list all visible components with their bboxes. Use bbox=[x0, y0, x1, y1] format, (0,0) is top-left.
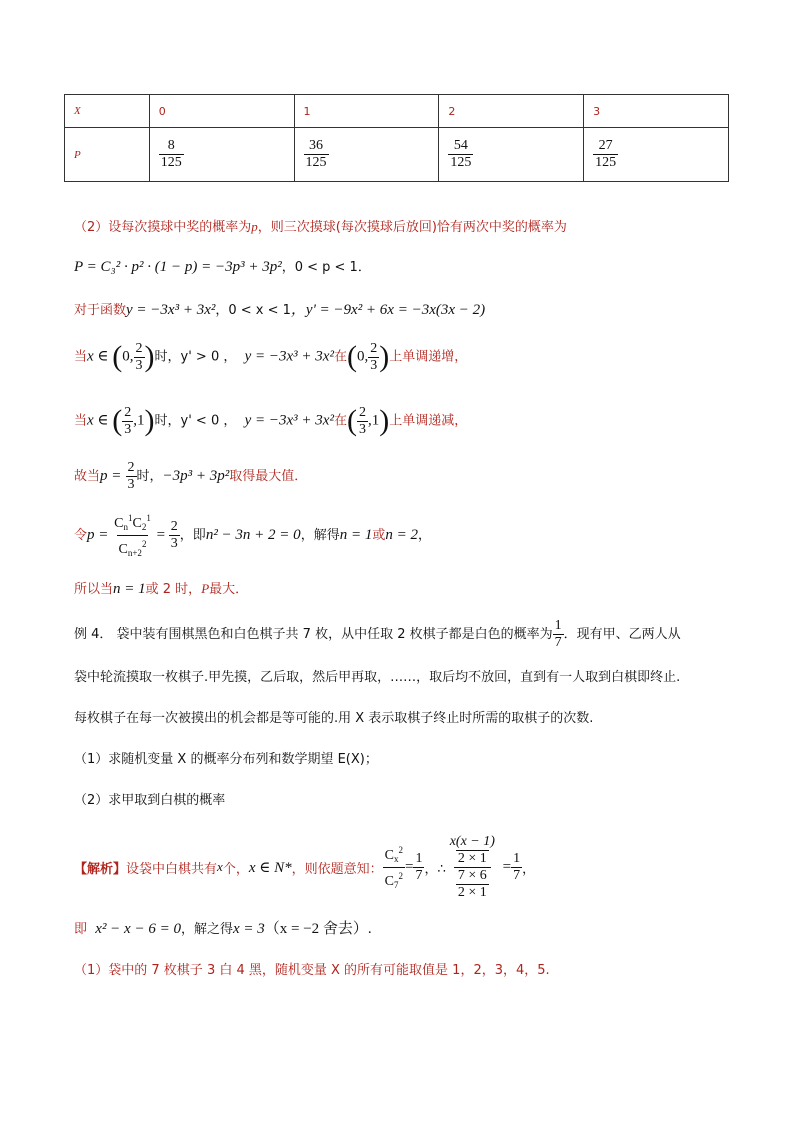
decreasing-line: 当x ∈ ( $\frac{2}{3}$ ,1)时，y' < 0 ， y = −3x³ + 3x²在( $\frac{2}{3}$ ,1)上单调递减， bbox=[74, 404, 468, 437]
part2-formula: P = C₃² · p² · (1 − p) = −3p³ + 3p²，0 < p < 1． bbox=[74, 259, 371, 275]
table-cell: 0 bbox=[149, 95, 294, 128]
fraction: $\frac{54}{125}$ bbox=[450, 138, 472, 170]
fraction: $\frac{8}{125}$ bbox=[160, 138, 182, 170]
distribution-table bbox=[64, 94, 729, 182]
solution-line1: 【解析】 设袋中白棋共有 x 个， x ∈ N* ，则依题意知： $\frac{C_x^2}{C_7^2}$ = $\frac{1}{7}$ ，∴ $\frac{\frac{x(x - 1)}{2 \times 1}}{\frac{7 \times 6}{2 \times 1}}$ = $\frac{1}{7}$ ， bbox=[74, 833, 536, 900]
solution-tag: 【解析】 bbox=[74, 861, 127, 877]
table-cell: X bbox=[65, 95, 150, 128]
table-header-row bbox=[65, 95, 729, 128]
max-line: 故当p = $\frac{2}{3}$ 时，−3p³ + 3p²取得最大值． bbox=[74, 460, 308, 492]
table-cell: P bbox=[65, 128, 150, 182]
fraction: $\frac{27}{125}$ bbox=[595, 138, 617, 170]
ling-line: 令p = $\frac{C_n^1C_2^1}{C_{n+2}^2}$ = $\frac{2}{3}$ ，即n² − 3n + 2 = 0，解得n = 1或n = 2， bbox=[74, 510, 431, 561]
table-cell: 1 bbox=[294, 95, 439, 128]
table-cell bbox=[584, 128, 729, 182]
table-cell bbox=[439, 128, 584, 182]
example4-line2: 袋中轮流摸取一枚棋子.甲先摸，乙后取，然后甲再取，……，取后均不放回，直到有一人取到白棋即终止. bbox=[74, 670, 681, 685]
question-1: （1）求随机变量 X 的概率分布列和数学期望 E(X)； bbox=[74, 752, 378, 767]
solution-line2: 即 x² − x − 6 = 0，解之得x = 3（x = −2 舍去）. bbox=[74, 921, 372, 937]
part2-intro: （2）设每次摸球中奖的概率为p，则三次摸球(每次摸球后放回)恰有两次中奖的概率为 bbox=[74, 219, 567, 235]
question-2: （2）求甲取到白棋的概率 bbox=[74, 793, 226, 808]
table-cell bbox=[294, 128, 439, 182]
increasing-line: 当x ∈ (0, $\frac{2}{3}$ )时，y' > 0 ， y = −3x³ + 3x²在(0, $\frac{2}{3}$ )上单调递增， bbox=[74, 340, 468, 373]
table-cell: 3 bbox=[584, 95, 729, 128]
function-line: 对于函数y = −3x³ + 3x²，0 < x < 1，y' = −9x² + 6x = −3x(3x − 2) bbox=[74, 302, 486, 318]
table-row bbox=[65, 128, 729, 182]
example4-line3: 每枚棋子在每一次被摸出的机会都是等可能的.用 X 表示取棋子终止时所需的取棋子的次数. bbox=[74, 711, 594, 726]
example4-line1: 例 4． 袋中装有围棋黑色和白色棋子共 7 枚，从中任取 2 枚棋子都是白色的概率为 $\frac{1}{7}$ ．现有甲、乙两人从 bbox=[74, 618, 681, 650]
table-cell bbox=[149, 128, 294, 182]
table-cell: 2 bbox=[439, 95, 584, 128]
conclusion-line: 所以当n = 1或 2 时，P最大． bbox=[74, 581, 249, 597]
solution-part1: （1）袋中的 7 枚棋子 3 白 4 黑，随机变量 X 的所有可能取值是 1，2，3，4，5. bbox=[74, 963, 550, 978]
fraction: $\frac{36}{125}$ bbox=[305, 138, 327, 170]
